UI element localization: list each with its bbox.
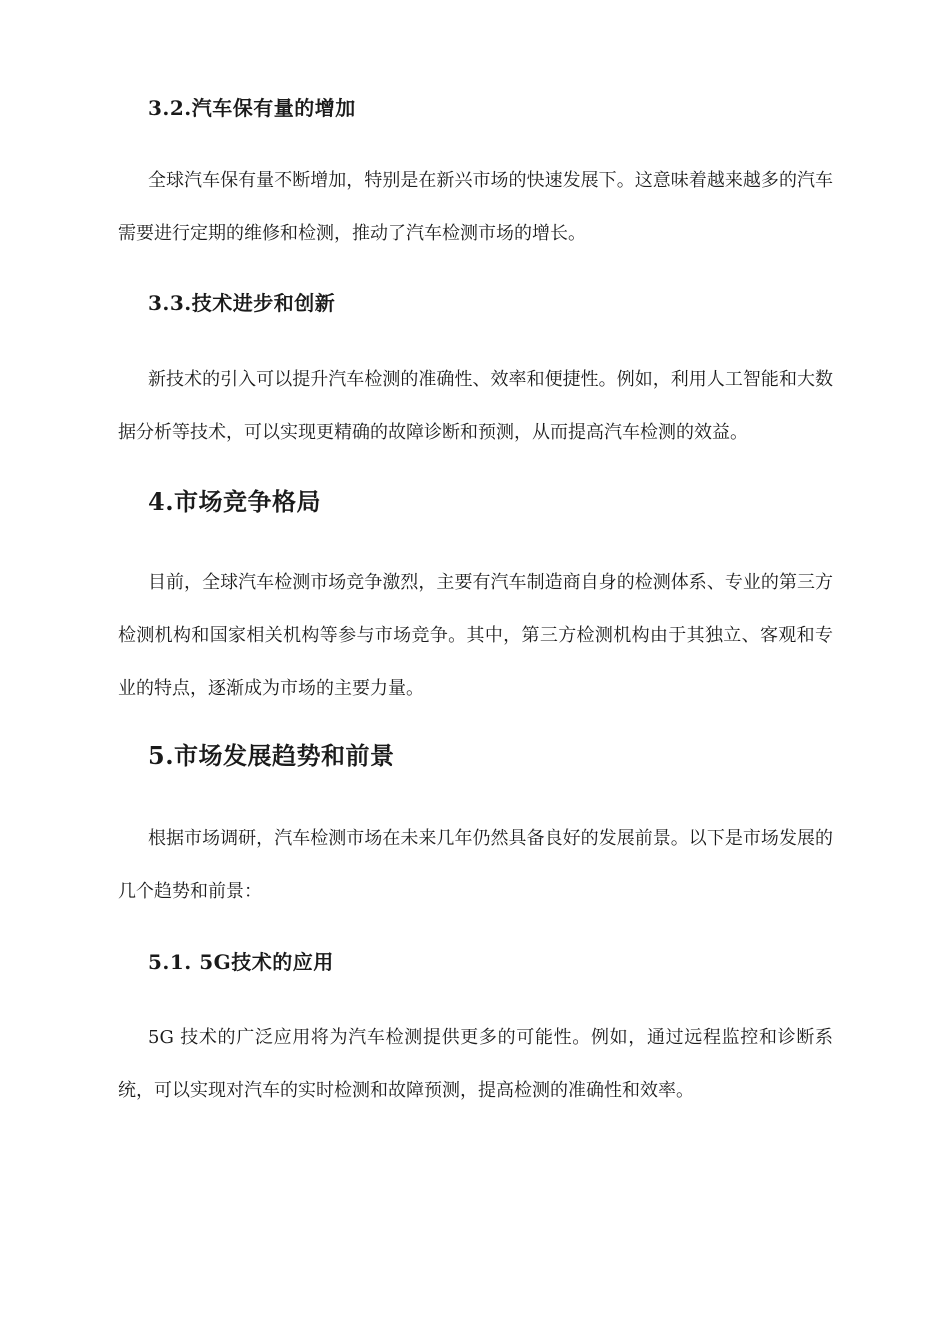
- paragraph-4: 目前，全球汽车检测市场竞争激烈，主要有汽车制造商自身的检测体系、专业的第三方检测机构和国家相关机构等参与市场竞争。其中，第三方检测机构由于其独立、客观和专业的特点，逐渐成为市场的主要力量。: [118, 572, 833, 699]
- heading-4: 4.市场竞争格局: [148, 487, 322, 516]
- heading-5: 5.市场发展趋势和前景: [148, 741, 395, 770]
- heading-3-2: 3.2.汽车保有量的增加: [148, 96, 356, 120]
- paragraph-5-1: 5G 技术的广泛应用将为汽车检测提供更多的可能性。例如，通过远程监控和诊断系统，可以实现对汽车的实时检测和故障预测，提高检测的准确性和效率。: [118, 1027, 833, 1101]
- heading-3-3: 3.3.技术进步和创新: [148, 291, 336, 315]
- paragraph-3-2: 全球汽车保有量不断增加，特别是在新兴市场的快速发展下。这意味着越来越多的汽车需要进行定期的维修和检测，推动了汽车检测市场的增长。: [118, 170, 833, 244]
- heading-5-1: 5.1. 5G技术的应用: [148, 950, 334, 974]
- paragraph-5: 根据市场调研，汽车检测市场在未来几年仍然具备良好的发展前景。以下是市场发展的几个趋势和前景：: [118, 828, 833, 902]
- paragraph-3-3: 新技术的引入可以提升汽车检测的准确性、效率和便捷性。例如，利用人工智能和大数据分析等技术，可以实现更精确的故障诊断和预测，从而提高汽车检测的效益。: [118, 369, 833, 443]
